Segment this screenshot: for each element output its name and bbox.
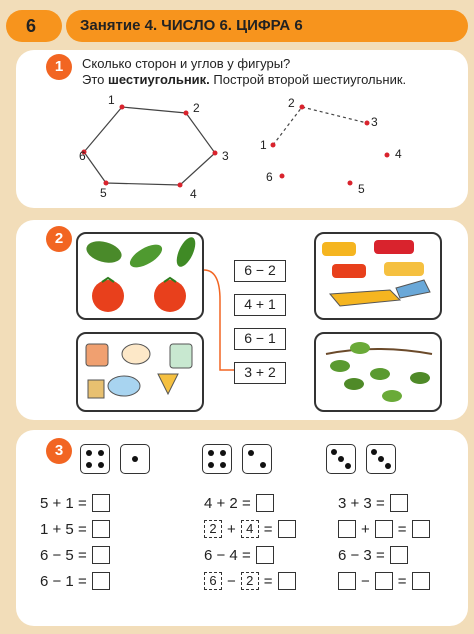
die-one <box>120 444 150 474</box>
die-three <box>366 444 396 474</box>
answer-box[interactable] <box>375 572 393 590</box>
equation-text: 5 + 1 = <box>40 494 87 512</box>
free-dot[interactable] <box>365 121 370 126</box>
die-two <box>242 444 272 474</box>
equation-text: 6 − 1 = <box>40 572 87 590</box>
equation-text: 6 − 3 = <box>338 546 385 564</box>
answer-box[interactable] <box>92 546 110 564</box>
answer-box[interactable] <box>256 546 274 564</box>
dice-pair <box>80 444 150 474</box>
equation-row <box>338 518 430 540</box>
vegetables-illustration <box>78 234 202 318</box>
answer-box[interactable] <box>92 572 110 590</box>
equation-row <box>204 544 274 566</box>
equation-row <box>338 570 430 592</box>
die-three <box>326 444 356 474</box>
dot-label: 2 <box>288 96 295 110</box>
hex-dot <box>120 105 125 110</box>
answer-box[interactable] <box>256 494 274 512</box>
equation-row <box>204 518 296 540</box>
expression-card[interactable]: 6 − 1 <box>234 328 286 350</box>
answer-box[interactable] <box>390 494 408 512</box>
op-sign: = <box>397 520 407 538</box>
free-dot[interactable] <box>271 143 276 148</box>
task2-number: 2 <box>46 226 72 252</box>
vehicles-picture[interactable] <box>314 232 442 320</box>
header <box>6 10 468 42</box>
equation-text: 6 − 5 = <box>40 546 87 564</box>
dishes-illustration <box>78 334 202 410</box>
dot-label: 1 <box>260 138 267 152</box>
die-four <box>202 444 232 474</box>
dashed-guide <box>273 107 367 145</box>
free-dot[interactable] <box>348 181 353 186</box>
dishes-picture[interactable] <box>76 332 204 412</box>
expression-card[interactable]: 6 − 2 <box>234 260 286 282</box>
hexagon-shape <box>84 107 215 185</box>
task3-panel <box>16 430 468 626</box>
answer-box[interactable] <box>412 572 430 590</box>
q2-prefix: Это <box>82 72 108 87</box>
op-sign: − <box>227 572 236 590</box>
die-four <box>80 444 110 474</box>
vehicles-illustration <box>316 234 440 318</box>
answer-box[interactable] <box>278 572 296 590</box>
answer-box[interactable] <box>390 546 408 564</box>
dice-pair <box>202 444 272 474</box>
dashed-number-box[interactable]: 6 <box>204 572 222 590</box>
answer-box[interactable] <box>278 520 296 538</box>
hexagon-figure <box>16 50 468 208</box>
equation-text: 1 + 5 = <box>40 520 87 538</box>
equation-row <box>338 492 408 514</box>
hex-dot <box>104 181 109 186</box>
hex-label: 4 <box>190 187 197 201</box>
answer-box[interactable] <box>412 520 430 538</box>
task1-panel <box>16 50 468 208</box>
lesson-title: Занятие 4. ЧИСЛО 6. ЦИФРА 6 <box>66 10 468 42</box>
equation-row <box>40 570 110 592</box>
dashed-number-box[interactable]: 4 <box>241 520 259 538</box>
op-sign: − <box>361 572 370 590</box>
dot-label: 4 <box>395 147 402 161</box>
dot-label: 3 <box>371 115 378 129</box>
dashed-number-box[interactable]: 2 <box>241 572 259 590</box>
expression-card[interactable]: 3 + 2 <box>234 362 286 384</box>
hex-label: 5 <box>100 186 107 200</box>
task1-question-line1: Сколько сторон и углов у фигуры? <box>82 56 291 71</box>
equation-row <box>40 492 110 514</box>
op-sign: = <box>263 520 273 538</box>
q2-bold: шестиугольник. <box>108 72 210 87</box>
free-dot[interactable] <box>300 105 305 110</box>
op-sign: = <box>397 572 407 590</box>
dot-label: 5 <box>358 182 365 196</box>
task3-number: 3 <box>46 438 72 464</box>
equation-row <box>204 570 296 592</box>
match-line <box>204 270 236 370</box>
answer-box[interactable] <box>92 494 110 512</box>
dashed-number-box[interactable]: 2 <box>204 520 222 538</box>
dice-pair <box>326 444 396 474</box>
op-sign: + <box>227 520 236 538</box>
equation-row <box>40 544 110 566</box>
equation-row <box>338 544 408 566</box>
equation-text: 4 + 2 = <box>204 494 251 512</box>
answer-box[interactable] <box>375 520 393 538</box>
task1-number: 1 <box>46 54 72 80</box>
op-sign: = <box>263 572 273 590</box>
hex-dot <box>184 111 189 116</box>
hex-label: 6 <box>79 149 86 163</box>
expression-card[interactable]: 4 + 1 <box>234 294 286 316</box>
page-number: 6 <box>6 10 62 42</box>
vegetables-picture[interactable] <box>76 232 204 320</box>
free-dot[interactable] <box>280 174 285 179</box>
equation-row <box>40 518 110 540</box>
hex-dot <box>213 151 218 156</box>
dot-label: 6 <box>266 170 273 184</box>
answer-box[interactable] <box>338 520 356 538</box>
hex-label: 2 <box>193 101 200 115</box>
leaves-illustration <box>316 334 440 410</box>
task2-panel <box>16 220 468 420</box>
q2-suffix: Построй второй шестиугольник. <box>209 72 407 87</box>
hex-label: 1 <box>108 93 115 107</box>
equation-row <box>204 492 274 514</box>
answer-box[interactable] <box>338 572 356 590</box>
hex-label: 3 <box>222 149 229 163</box>
leaves-picture[interactable] <box>314 332 442 412</box>
hex-dot <box>178 183 183 188</box>
answer-box[interactable] <box>92 520 110 538</box>
op-sign: + <box>361 520 370 538</box>
equation-text: 3 + 3 = <box>338 494 385 512</box>
equation-text: 6 − 4 = <box>204 546 251 564</box>
free-dot[interactable] <box>385 153 390 158</box>
